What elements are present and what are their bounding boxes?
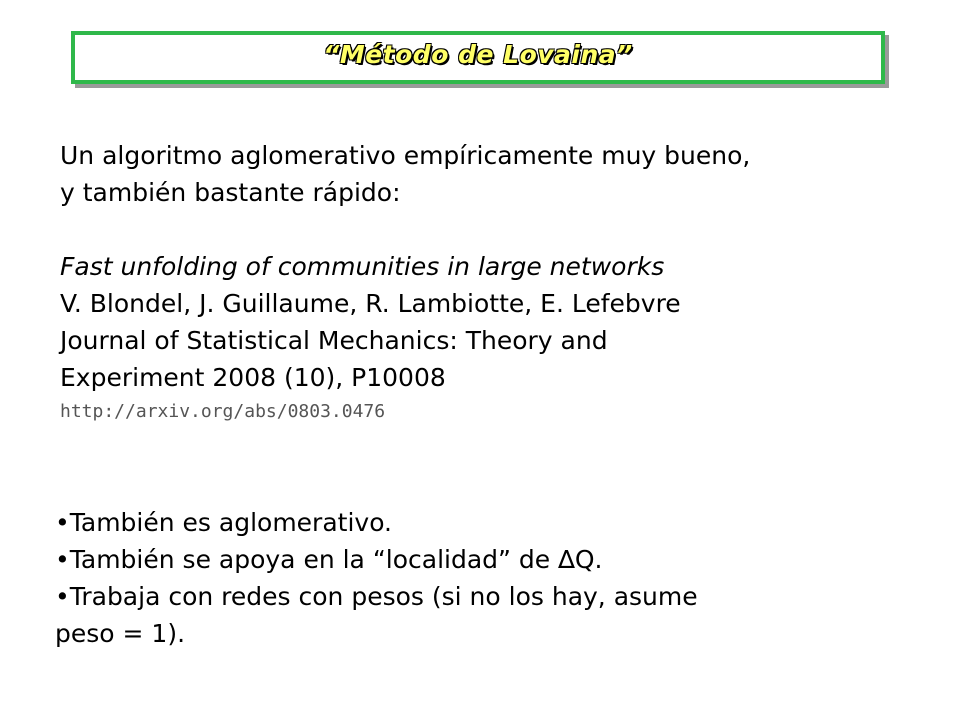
bullet-item-2: •También se apoya en la “localidad” de ∆Q.: [55, 545, 603, 574]
bullet-item-3: •Trabaja con redes con pesos (si no los hay, asume: [55, 582, 698, 611]
journal-line-2: Experiment 2008 (10), P10008: [60, 363, 446, 392]
intro-line-2: y también bastante rápido:: [60, 178, 401, 207]
intro-line-1: Un algoritmo aglomerativo empíricamente muy bueno,: [60, 141, 751, 170]
journal-line-1: Journal of Statistical Mechanics: Theory and: [60, 326, 608, 355]
paper-authors: V. Blondel, J. Guillaume, R. Lambiotte, E. Lefebvre: [60, 289, 681, 318]
slide-title: “Método de Lovaina”: [323, 40, 633, 69]
paper-title: Fast unfolding of communities in large networks: [60, 252, 665, 281]
title-box: [71, 31, 885, 84]
arxiv-link[interactable]: http://arxiv.org/abs/0803.0476: [60, 401, 386, 422]
bullet-item-3-continuation: peso = 1).: [55, 619, 186, 648]
bullet-item-1: •También es aglomerativo.: [55, 508, 392, 537]
